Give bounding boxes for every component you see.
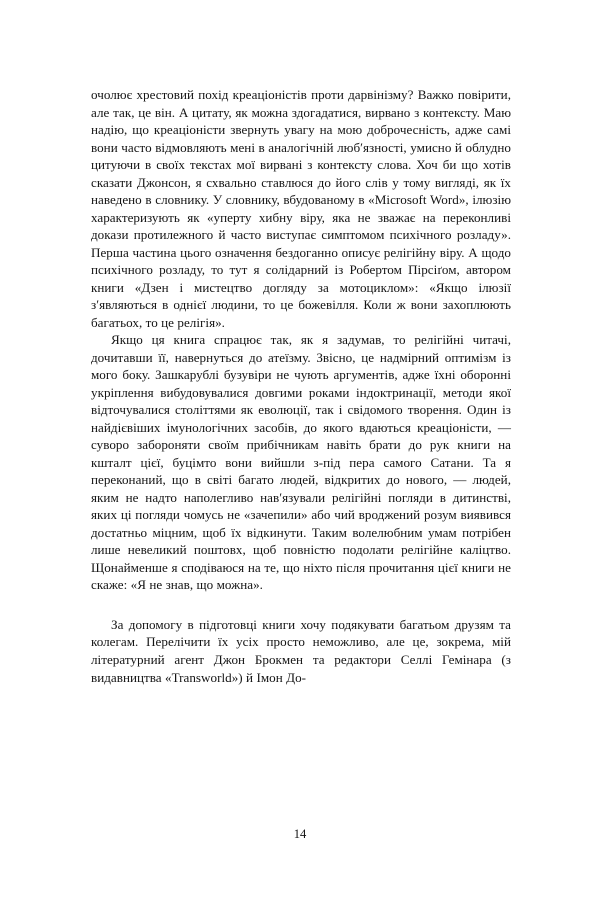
page-number: 14 [293, 827, 307, 841]
body-paragraph-1: очолює хрестовий похід креаціоністів проти дарвінізму? Важко повірити, але так, це він. А цитату, як можна здогадатися, вирвано з контексту. Маю надію, що креаціоністи звернуть увагу на мою доброчесність, адже самі вони часто відмовляють мені в аналогічній люб′язності, умисно й облудно цитуючи в своїх текстах мої вирвані з контексту слова. Хоч би що хотів сказати Джонсон, я схвально ставлюся до його слів у тому вигляді, як їх наведено в словнику. У словнику, вбудованому в «Microsoft Word», ілюзію характеризують як «уперту хибну віру, яка не зважає на переконливі докази протилежного й часто виступає симптомом психічного розладу». Перша частина цього означення бездоганно описує релігійну віру. А щодо психічного розладу, то тут я солідарний із Робертом Пірсіґом, автором книги «Дзен і мистецтво догляду за мотоциклом»: «Якщо ілюзії з′являються в однієї людини, то це божевілля. Коли ж вони захоплюють багатьох, то це релігія». [91, 87, 511, 330]
page-text-block [91, 86, 511, 686]
body-paragraph-2: Якщо ця книга спрацює так, як я задумав, то релігійні читачі, дочитавши її, навернуться до атеїзму. Звісно, це надмірний оптимізм із мого боку. Зашкарублі бузувіри не чують аргументів, адже їхні оборонні укріплення вибудовувалися довгими роками індоктринації, методи якої відточувалися століттями як еволюції, так і свідомого творення. Один із найдієвіших імунологічних засобів, до якого вдаються креаціоністи, — суворо забороняти своїм прибічникам навіть брати до рук книги на кшталт цієї, буцімто вони вийшли з-під пера самого Сатани. Та я переконаний, що в світі багато людей, відкритих до нового, — людей, яким не надто наполегливо нав′язували релігійні погляди в дитинстві, яких ці погляди чомусь не «зачепили» або чий вроджений розум виявився достатньо міцним, щоб їх відкинути. Таким волелюбним умам потрібен лише невеликий поштовх, щоб повністю подолати релігійне каліцтво. Щонайменше я сподіваюся на те, що ніхто після прочитання цієї книги не скаже: «Я не знав, що можна». [91, 332, 511, 593]
body-paragraph-3: За допомогу в підготовці книги хочу подякувати багатьом друзям та колегам. Перелічити їх усіх просто неможливо, але це, зокрема, мій літературний агент Джон Брокмен та редактори Селлі Гемінара (з видавництва «Transworld») й Імон До- [91, 616, 511, 685]
